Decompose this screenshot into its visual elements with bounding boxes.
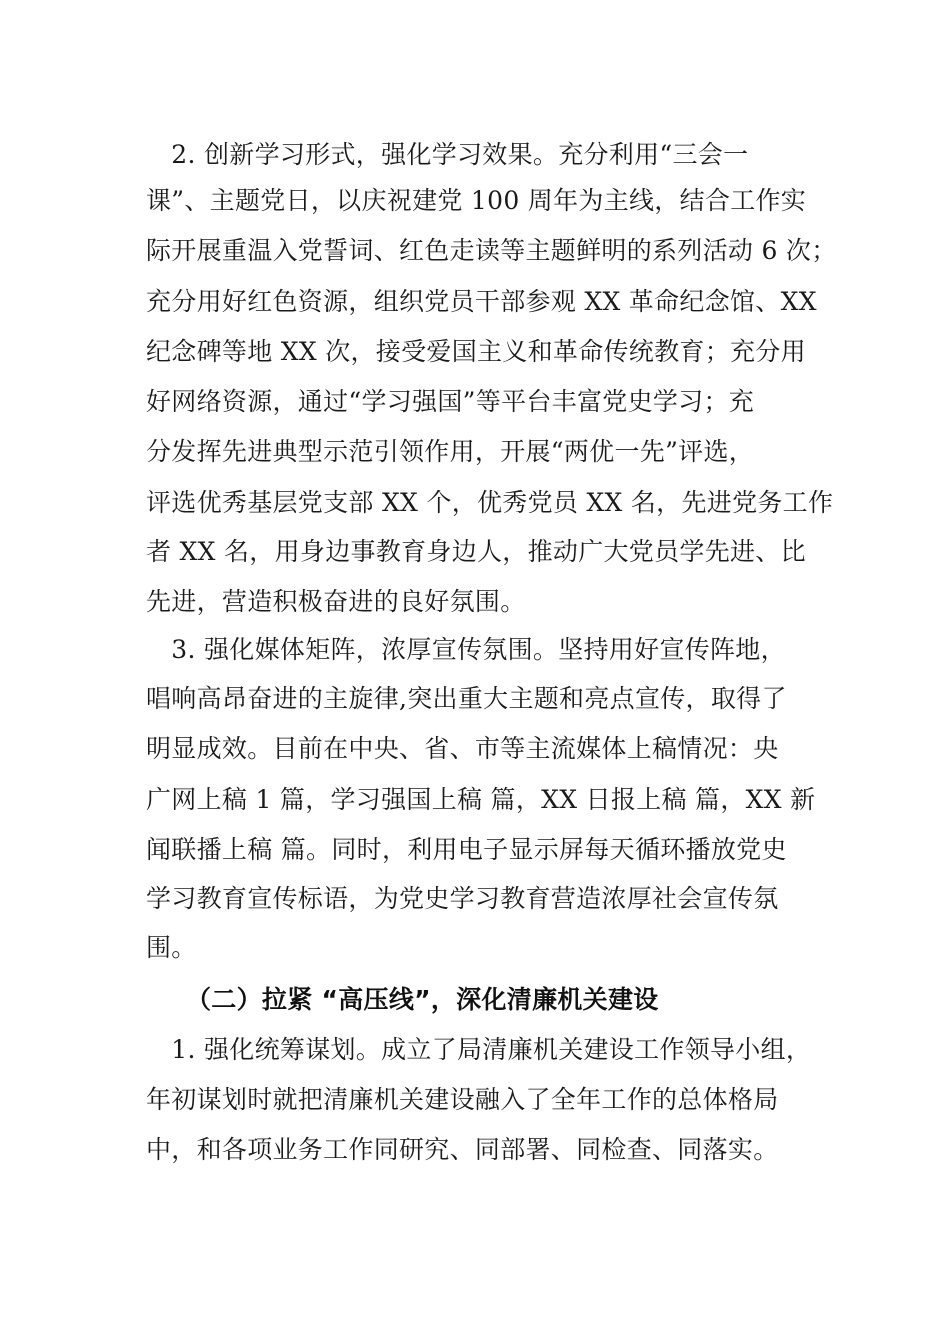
paragraph-line: 闻联播上稿 篇。同时，利用电子显示屏每天循环播放党史 <box>146 835 787 864</box>
paragraph-line: 际开展重温入党誓词、红色走读等主题鲜明的系列活动 6 次； <box>146 236 837 265</box>
paragraph-line: 者 XX 名，用身边事教育身边人，推动广大党员学先进、比 <box>146 537 806 566</box>
paragraph-line: 课”、主题党日，以庆祝建党 100 周年为主线，结合工作实 <box>146 186 807 215</box>
paragraph-line: 好网络资源，通过“学习强国”等平台丰富党史学习；充 <box>146 387 755 416</box>
paragraph-line: 学习教育宣传标语，为党史学习教育营造浓厚社会宣传氛 <box>146 884 779 913</box>
section-heading: （二）拉紧 “高压线”，深化清廉机关建设 <box>186 985 659 1014</box>
paragraph-line: 围。 <box>146 933 197 962</box>
paragraph-line: 评选优秀基层党支部 XX 个，优秀党员 XX 名，先进党务工作 <box>146 488 834 517</box>
paragraph-line: 纪念碑等地 XX 次，接受爱国主义和革命传统教育；充分用 <box>146 337 806 366</box>
paragraph-line: 先进，营造积极奋进的良好氛围。 <box>146 587 526 616</box>
paragraph-line: 充分用好红色资源，组织党员干部参观 XX 革命纪念馆、XX <box>146 287 817 316</box>
paragraph-line: 唱响高昂奋进的主旋律,突出重大主题和亮点宣传，取得了 <box>146 684 787 713</box>
paragraph-line: 分发挥先进典型示范引领作用，开展“两优一先”评选， <box>146 437 755 466</box>
paragraph-line: 3. 强化媒体矩阵，浓厚宣传氛围。坚持用好宣传阵地， <box>146 635 786 664</box>
paragraph-line: 2. 创新学习形式，强化学习效果。充分利用“三会一 <box>146 140 749 169</box>
paragraph-line: 1. 强化统筹谋划。成立了局清廉机关建设工作领导小组， <box>146 1035 812 1064</box>
paragraph-line: 明显成效。目前在中央、省、市等主流媒体上稿情况：央 <box>146 734 779 763</box>
paragraph-line: 广网上稿 1 篇，学习强国上稿 篇，XX 日报上稿 篇，XX 新 <box>146 785 816 814</box>
paragraph-line: 中，和各项业务工作同研究、同部署、同检查、同落实。 <box>146 1135 779 1164</box>
paragraph-line: 年初谋划时就把清廉机关建设融入了全年工作的总体格局 <box>146 1085 779 1114</box>
